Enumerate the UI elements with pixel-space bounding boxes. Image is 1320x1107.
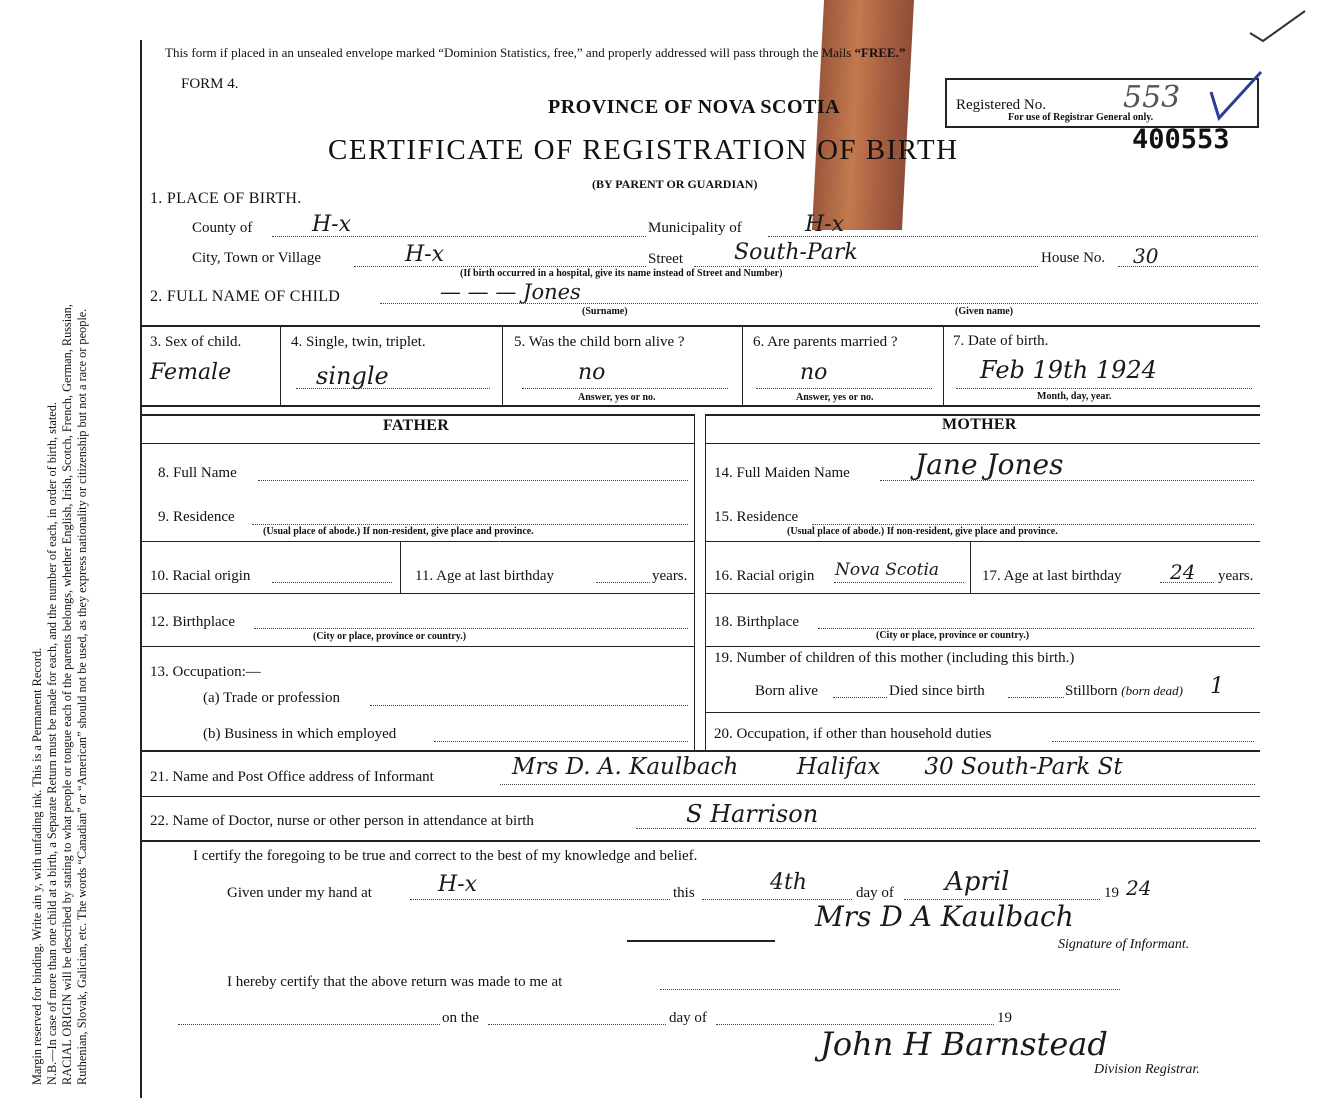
mother-occupation-label: 20. Occupation, if other than household duties xyxy=(714,726,992,742)
street-label: Street xyxy=(648,251,683,267)
father-rule-4 xyxy=(142,646,695,647)
father-occupation-label: 13. Occupation:— xyxy=(150,664,261,680)
row3-divider-4 xyxy=(943,327,944,405)
year2-prefix: 19 xyxy=(997,1010,1012,1026)
certificate-subtitle: (BY PARENT OR GUARDIAN) xyxy=(592,177,758,191)
sex-label: 3. Sex of child. xyxy=(150,334,242,350)
born-alive-label: Born alive xyxy=(755,683,818,699)
informant-label: 21. Name and Post Office address of Informant xyxy=(150,769,434,785)
county-label: County of xyxy=(192,220,253,236)
doctor-bottom-rule xyxy=(142,840,1260,842)
alive-value: no xyxy=(578,360,606,385)
mother-left-border xyxy=(705,414,706,750)
row3-divider-3 xyxy=(742,327,743,405)
place-of-birth-heading: 1. PLACE OF BIRTH. xyxy=(150,190,302,207)
father-age-label: 11. Age at last birthday xyxy=(415,568,554,584)
mother-racial-divider xyxy=(970,541,971,593)
corner-check-icon xyxy=(1245,5,1310,45)
stillborn-note: (born dead) xyxy=(1121,683,1184,698)
doctor-label: 22. Name of Doctor, nurse or other person in attendance at birth xyxy=(150,813,534,829)
informant-bottom-rule xyxy=(142,796,1260,797)
married-label: 6. Are parents married ? xyxy=(753,334,898,350)
father-heading: FATHER xyxy=(383,417,450,434)
day-of-label: day of xyxy=(856,885,894,901)
informant-top-rule xyxy=(142,750,1260,752)
born-alive-line xyxy=(833,697,887,698)
father-rule-1 xyxy=(142,443,695,444)
mother-name-label: 14. Full Maiden Name xyxy=(714,465,850,481)
mother-residence-line xyxy=(812,524,1254,525)
mother-rule-5 xyxy=(705,712,1260,713)
mother-age-value: 24 xyxy=(1170,560,1196,584)
father-top-rule xyxy=(142,414,695,416)
father-trade-line xyxy=(370,705,688,706)
father-racial-label: 10. Racial origin xyxy=(150,568,251,584)
on-the-label: on the xyxy=(442,1010,480,1026)
city-value: H-x xyxy=(405,242,445,267)
city-label: City, Town or Village xyxy=(192,250,322,266)
plurality-value: single xyxy=(316,362,389,390)
mother-rule-4 xyxy=(705,646,1260,647)
father-residence-line xyxy=(252,524,688,525)
plurality-label: 4. Single, twin, triplet. xyxy=(291,334,426,350)
father-rule-3 xyxy=(142,593,695,594)
row3-top-rule xyxy=(142,325,1260,327)
row3-bottom-rule xyxy=(142,405,1260,407)
married-caption: Answer, yes or no. xyxy=(796,392,874,403)
sex-value: Female xyxy=(150,360,232,385)
alive-line xyxy=(522,388,728,389)
mail-notice-text: This form if placed in an unsealed envelope marked “Dominion Statistics, free,” and properly addressed will pass through the Mails xyxy=(165,45,852,60)
mother-name-value: Jane Jones xyxy=(915,448,1064,481)
plurality-line xyxy=(296,388,490,389)
father-birthplace-line xyxy=(254,628,688,629)
given-under-label: Given under my hand at xyxy=(227,885,372,901)
municipality-label: Municipality of xyxy=(648,220,742,236)
house-label: House No. xyxy=(1041,250,1106,266)
margin-line-1: Margin reserved for binding. Write ain y, with unfading ink. This is a Permanent Record. xyxy=(30,647,44,1085)
father-residence-caption: (Usual place of abode.) If non-resident, give place and province. xyxy=(263,526,534,537)
father-racial-line xyxy=(272,582,392,583)
margin-instructions xyxy=(30,45,90,1085)
registrar-date-line-2 xyxy=(488,1024,666,1025)
father-racial-divider xyxy=(400,541,401,593)
mother-rule-3 xyxy=(705,593,1260,594)
stillborn-text: Stillborn xyxy=(1065,683,1118,699)
dob-line xyxy=(956,388,1252,389)
father-business-line xyxy=(434,741,688,742)
stillborn-label xyxy=(1065,683,1183,700)
county-value: H-x xyxy=(312,212,352,237)
surname-caption: (Surname) xyxy=(582,306,628,317)
informant-line xyxy=(500,784,1255,785)
given-name-caption: (Given name) xyxy=(955,306,1014,317)
doctor-value: S Harrison xyxy=(686,800,819,828)
child-name-value: — — — Jones xyxy=(440,280,581,304)
alive-label: 5. Was the child born alive ? xyxy=(514,334,685,350)
doctor-line xyxy=(636,828,1256,829)
margin-line-3: RACIAL ORIGIN will be described by stating to what people or tongue each of the parents belongs, whether English, Irish, Scotch, French, German, Russian, xyxy=(60,304,74,1085)
margin-line-2: N.B.—In case of more than one child at a birth, a Separate Return must be made for each, and the number of each, in order of birth, stated. xyxy=(45,402,59,1085)
month-value: April xyxy=(945,867,1010,897)
father-age-line xyxy=(596,582,650,583)
given-place-line xyxy=(410,899,670,900)
city-line xyxy=(354,266,646,267)
mother-birthplace-line xyxy=(818,628,1254,629)
stamped-number: 400553 xyxy=(1132,124,1230,155)
mother-children-label: 19. Number of children of this mother (including this birth.) xyxy=(714,650,1075,666)
mother-rule-1 xyxy=(705,443,1260,444)
registrar-caption: Division Registrar. xyxy=(1094,1062,1200,1077)
registrar-note: For use of Registrar General only. xyxy=(1008,112,1154,123)
father-business-label: (b) Business in which employed xyxy=(203,726,397,742)
mother-racial-line xyxy=(834,582,964,583)
certificate-title: CERTIFICATE OF REGISTRATION OF BIRTH xyxy=(328,134,959,166)
this-label: this xyxy=(673,885,695,901)
registered-label: Registered No. xyxy=(956,97,1046,113)
dob-value: Feb 19th 1924 xyxy=(980,356,1157,384)
mother-racial-value: Nova Scotia xyxy=(835,560,940,580)
row3-divider-1 xyxy=(280,327,281,405)
day-of2-label: day of xyxy=(669,1010,707,1026)
father-birthplace-caption: (City or place, province or country.) xyxy=(313,631,467,642)
mail-notice xyxy=(165,45,905,61)
father-trade-label: (a) Trade or profession xyxy=(203,690,341,706)
day-value: 4th xyxy=(770,870,808,895)
informant-signature: Mrs D A Kaulbach xyxy=(815,900,1074,933)
registrar-certify-text: I hereby certify that the above return was made to me at xyxy=(227,974,563,990)
mother-birthplace-label: 18. Birthplace xyxy=(714,614,799,630)
alive-caption: Answer, yes or no. xyxy=(578,392,656,403)
mother-heading: MOTHER xyxy=(942,416,1017,433)
registrar-place-line xyxy=(660,989,1120,990)
registered-value: 553 xyxy=(1123,80,1181,115)
dob-label: 7. Date of birth. xyxy=(953,333,1049,349)
married-value: no xyxy=(800,360,828,385)
mother-age-label: 17. Age at last birthday xyxy=(982,568,1122,584)
father-age-suffix: years. xyxy=(652,568,688,584)
registrar-signature: John H Barnstead xyxy=(820,1025,1108,1063)
year-value: 24 xyxy=(1126,876,1152,900)
house-value: 30 xyxy=(1133,244,1159,268)
mother-residence-label: 15. Residence xyxy=(714,509,799,525)
child-name-label: 2. FULL NAME OF CHILD xyxy=(150,288,341,305)
year-prefix: 19 xyxy=(1104,885,1119,901)
left-border-line xyxy=(140,40,142,1098)
signature-caption: Signature of Informant. xyxy=(1058,937,1190,952)
mother-occupation-line xyxy=(1052,741,1254,742)
mail-notice-free: “FREE.” xyxy=(854,45,906,60)
informant-value: Mrs D. A. Kaulbach Halifax 30 South-Park St xyxy=(512,754,1123,780)
mother-racial-label: 16. Racial origin xyxy=(714,568,815,584)
father-right-border xyxy=(694,414,695,750)
margin-line-4: Ruthenian, Slovak, Galician, etc. The words “Canadian” or “American” should not be used, as they express nationality or citizenship but not a race or people. xyxy=(75,308,89,1085)
street-line xyxy=(694,266,1038,267)
father-residence-label: 9. Residence xyxy=(158,509,235,525)
married-line xyxy=(756,388,932,389)
certify-text: I certify the foregoing to be true and correct to the best of my knowledge and belief. xyxy=(193,848,698,864)
form-number: FORM 4. xyxy=(181,76,239,92)
row3-divider-2 xyxy=(502,327,503,405)
registrar-date-line-1 xyxy=(178,1024,440,1025)
died-since-birth-line xyxy=(1008,697,1064,698)
blue-check-icon xyxy=(1205,68,1265,123)
given-place-value: H-x xyxy=(438,872,478,897)
dob-caption: Month, day, year. xyxy=(1037,391,1112,402)
stillborn-value: 1 xyxy=(1210,674,1224,699)
father-name-line xyxy=(258,480,688,481)
father-name-label: 8. Full Name xyxy=(158,465,237,481)
street-value: South-Park xyxy=(734,240,858,265)
died-since-birth-label: Died since birth xyxy=(889,683,985,699)
mother-residence-caption: (Usual place of abode.) If non-resident, give place and province. xyxy=(787,526,1058,537)
hospital-note: (If birth occurred in a hospital, give its name instead of Street and Number) xyxy=(460,268,783,279)
mother-age-suffix: years. xyxy=(1218,568,1254,584)
father-rule-2 xyxy=(142,541,695,542)
short-signature-rule xyxy=(627,940,775,942)
municipality-value: H-x xyxy=(805,212,845,237)
province-heading: PROVINCE OF NOVA SCOTIA xyxy=(548,96,841,118)
mother-rule-2 xyxy=(705,541,1260,542)
father-birthplace-label: 12. Birthplace xyxy=(150,614,235,630)
mother-birthplace-caption: (City or place, province or country.) xyxy=(876,630,1030,641)
